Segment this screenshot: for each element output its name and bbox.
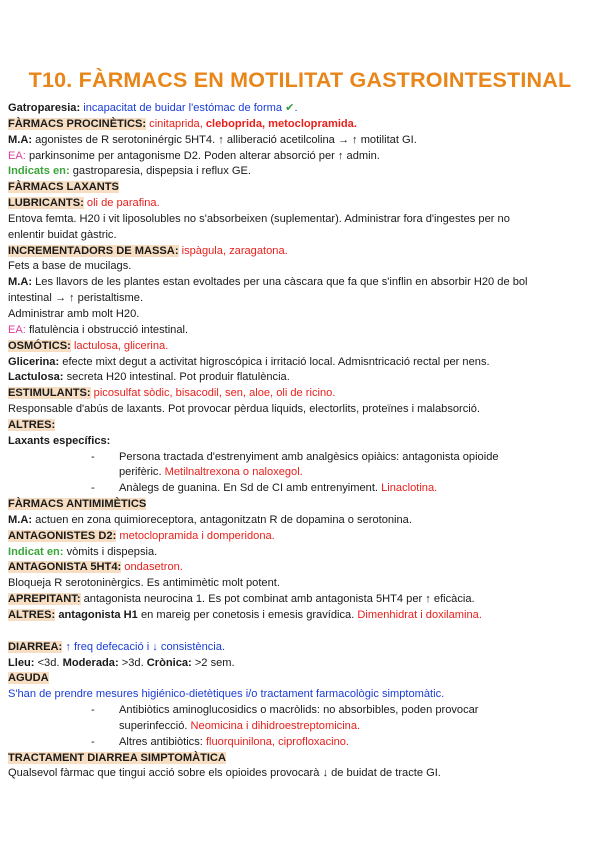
drug-list: lactulosa, glicerina.	[70, 339, 169, 352]
term-label: Lleu:	[8, 656, 35, 669]
lubricants-line	[8, 196, 596, 212]
body-text: en mareig per conetosis i emesis gravídica.	[137, 609, 358, 621]
drug-list: Dimenhidrat i doxilamina.	[357, 609, 482, 621]
body-text: >2 sem.	[191, 656, 235, 669]
drug-list: cinitaprida,	[146, 117, 206, 130]
subheading: Laxants específics:	[8, 434, 111, 447]
body-text: Les llavors de les plantes estan evoltades per una càscara que fa que s'inflin en absorbir H20 de bol	[32, 276, 528, 289]
section-heading: ANTAGONISTA 5HT4:	[8, 561, 122, 574]
section-heading: TRACTAMENT DIARREA SIMPTOMÀTICA	[8, 751, 226, 764]
antagonistes-d2-line	[8, 529, 596, 545]
body-text: parkinsonime per antagonisme D2. Poden alterar absorció per ↑ admin.	[25, 149, 380, 162]
body-text: flatulència i obstrucció intestinal.	[25, 323, 189, 336]
term-label: Indicat en:	[8, 545, 64, 558]
body-text: enlentir buidat gàstric.	[8, 228, 117, 241]
list-item-continuation	[8, 465, 596, 481]
term-label: antagonista H1	[55, 609, 138, 621]
list-item-continuation	[8, 719, 596, 735]
term-label: Moderada:	[62, 656, 119, 669]
drug-list: Linaclotina.	[381, 482, 438, 495]
body-text: actuen en zona quimioreceptora, antagonitzatn R de dopamina o serotonina.	[32, 513, 412, 526]
definition-text: ↑ freq defecació i ↓ consistència.	[62, 640, 226, 653]
list-item	[8, 735, 596, 751]
lactulosa-line	[8, 370, 596, 386]
drug-list: picosulfat sòdic, bisacodil, sen, aloe, oli de ricino.	[90, 387, 336, 400]
d2-indications-line	[8, 545, 596, 561]
spacer	[8, 624, 596, 640]
body-text: agonistes de R serotoninérgic 5HT4. ↑ alliberació acetilcolina → ↑ motilitat GI.	[32, 133, 417, 146]
drug-list-bold: cleboprida, metoclopramida.	[205, 117, 357, 130]
definition-text: incapacitat de buidar l'estómac de forma	[80, 102, 286, 114]
section-heading: ANTAGONISTES D2:	[8, 529, 117, 542]
massa-ea-line	[8, 323, 596, 339]
aprepitant-line	[8, 592, 596, 608]
procinetics-ea-line	[8, 149, 596, 165]
body-text: Responsable d'abús de laxants. Pot provocar pèrdua liquids, electorlits, proteïnes i malabsorció.	[8, 403, 481, 416]
term-label: M.A:	[8, 133, 33, 146]
body-text: secreta H20 intestinal. Pot produir flatulència.	[63, 371, 290, 384]
osmotics-line	[8, 339, 596, 355]
procinetics-ma-line	[8, 133, 596, 149]
drug-list: metoclopramida i domperidona.	[116, 529, 275, 542]
massa-ma-line	[8, 275, 596, 291]
drug-list: ispàgula, zaragatona.	[178, 244, 288, 257]
section-heading: INCREMENTADORS DE MASSA:	[8, 244, 179, 257]
body-text: Fets a base de mucilags.	[8, 260, 132, 273]
section-heading: AGUDA	[8, 672, 49, 685]
body-text: Entova femta. H20 i vit liposolubles no s'absorbeixen (suplementar). Administrar fora d'ingestes per no	[8, 212, 510, 225]
antimimetics-ma-line	[8, 513, 596, 529]
drug-list: oli de parafina.	[83, 197, 160, 210]
definition-text: S'han de prendre mesures higiénico-dietètiques i/o tractament farmacològic simptomàtic.	[8, 688, 445, 701]
term-label: Gatroparesia:	[8, 102, 81, 114]
body-text: gastroparesia, dispepsia i reflux GE.	[69, 165, 251, 178]
laxants-heading-line	[8, 180, 596, 196]
antagonista-5ht4-line	[8, 560, 596, 576]
glicerina-line	[8, 355, 596, 371]
massa-heading-line	[8, 244, 596, 260]
section-heading: DIARREA:	[8, 640, 63, 653]
estimulants-line	[8, 386, 596, 402]
list-item-text: perifèric.	[119, 466, 165, 479]
page-title: T10. FÀRMACS EN MOTILITAT GASTROINTESTINAL	[28, 68, 572, 92]
list-item	[8, 450, 596, 466]
section-heading: OSMÓTICS:	[8, 339, 71, 352]
section-heading: APREPITANT:	[8, 593, 81, 606]
diarrea-severity-line	[8, 656, 596, 672]
term-label: EA:	[8, 323, 26, 336]
altres-h1-line	[8, 608, 596, 624]
procinetics-indications-line	[8, 164, 596, 180]
list-item-text: Persona tractada d'estrenyiment amb analgèsics opiàics: antagonista opioide	[119, 450, 499, 463]
tractament-heading-line	[8, 751, 596, 767]
body-text: <3d.	[34, 656, 63, 669]
body-text: >3d.	[118, 656, 147, 669]
term-label: Crònica:	[146, 656, 192, 669]
section-heading: FÀRMACS ANTIMIMÈTICS	[8, 498, 147, 511]
body-text: vòmits i dispepsia.	[63, 545, 158, 558]
term-label: Lactulosa:	[8, 371, 64, 384]
section-heading: FÀRMACS PROCINÈTICS:	[8, 117, 147, 130]
bullet-dash: -	[91, 482, 95, 495]
term-label: EA:	[8, 149, 26, 162]
list-item-text: superinfecció.	[119, 719, 191, 732]
term-label: M.A:	[8, 276, 33, 289]
term-label: Indicats en:	[8, 165, 70, 178]
section-heading: ALTRES:	[8, 418, 56, 431]
list-item-text: Anàlegs de guanina. En Sd de CI amb entrenyiment.	[119, 482, 382, 495]
procinetics-heading-line	[8, 117, 596, 133]
check-icon: ✔	[285, 102, 295, 114]
drug-list: ondasetron.	[121, 561, 183, 574]
list-item	[8, 703, 596, 719]
drug-list: Metilnaltrexona o naloxegol.	[164, 466, 303, 479]
drug-list: Neomicina i dihidroestreptomicina.	[190, 719, 361, 732]
section-heading: ESTIMULANTS:	[8, 387, 91, 400]
list-item	[8, 481, 596, 497]
body-text: Bloqueja R serotoninèrgics. Es antimimètic molt potent.	[8, 577, 280, 590]
body-text: Administrar amb molt H20.	[8, 307, 140, 320]
drug-list: fluorquinilona, ciprofloxacino.	[205, 735, 350, 748]
bullet-dash: -	[91, 704, 95, 717]
body-text: antagonista neurocina 1. Es pot combinat amb antagonista 5HT4 per ↑ eficàcia.	[80, 593, 475, 606]
section-heading: FÀRMACS LAXANTS	[8, 181, 119, 194]
body-text: Qualsevol fàrmac que tingui acció sobre els opioides provocarà ↓ de buidat de tracte GI.	[8, 767, 441, 780]
bullet-dash: -	[91, 450, 95, 463]
bullet-dash: -	[91, 735, 95, 748]
section-heading: LUBRICANTS:	[8, 197, 84, 210]
list-item-text: Altres antibiòtics:	[119, 735, 206, 748]
diarrea-line	[8, 640, 596, 656]
gastroparesia-line	[8, 101, 596, 117]
body-text: efecte mixt degut a activitat higroscópica i irritació local. Admisntricació rectal per nens.	[59, 355, 490, 368]
altres-heading-line	[8, 418, 596, 434]
term-label: Glicerina:	[8, 355, 60, 368]
aguda-heading-line	[8, 671, 596, 687]
antimimetics-heading-line	[8, 497, 596, 513]
list-item-text: Antibiòtics aminoglucosidics o macròlids: no absorbibles, poden provocar	[119, 704, 479, 717]
definition-text: .	[294, 102, 298, 114]
section-heading: ALTRES:	[8, 609, 56, 621]
document-body	[8, 101, 596, 782]
term-label: M.A:	[8, 513, 33, 526]
body-text: intestinal → ↑ peristaltisme.	[8, 292, 144, 305]
